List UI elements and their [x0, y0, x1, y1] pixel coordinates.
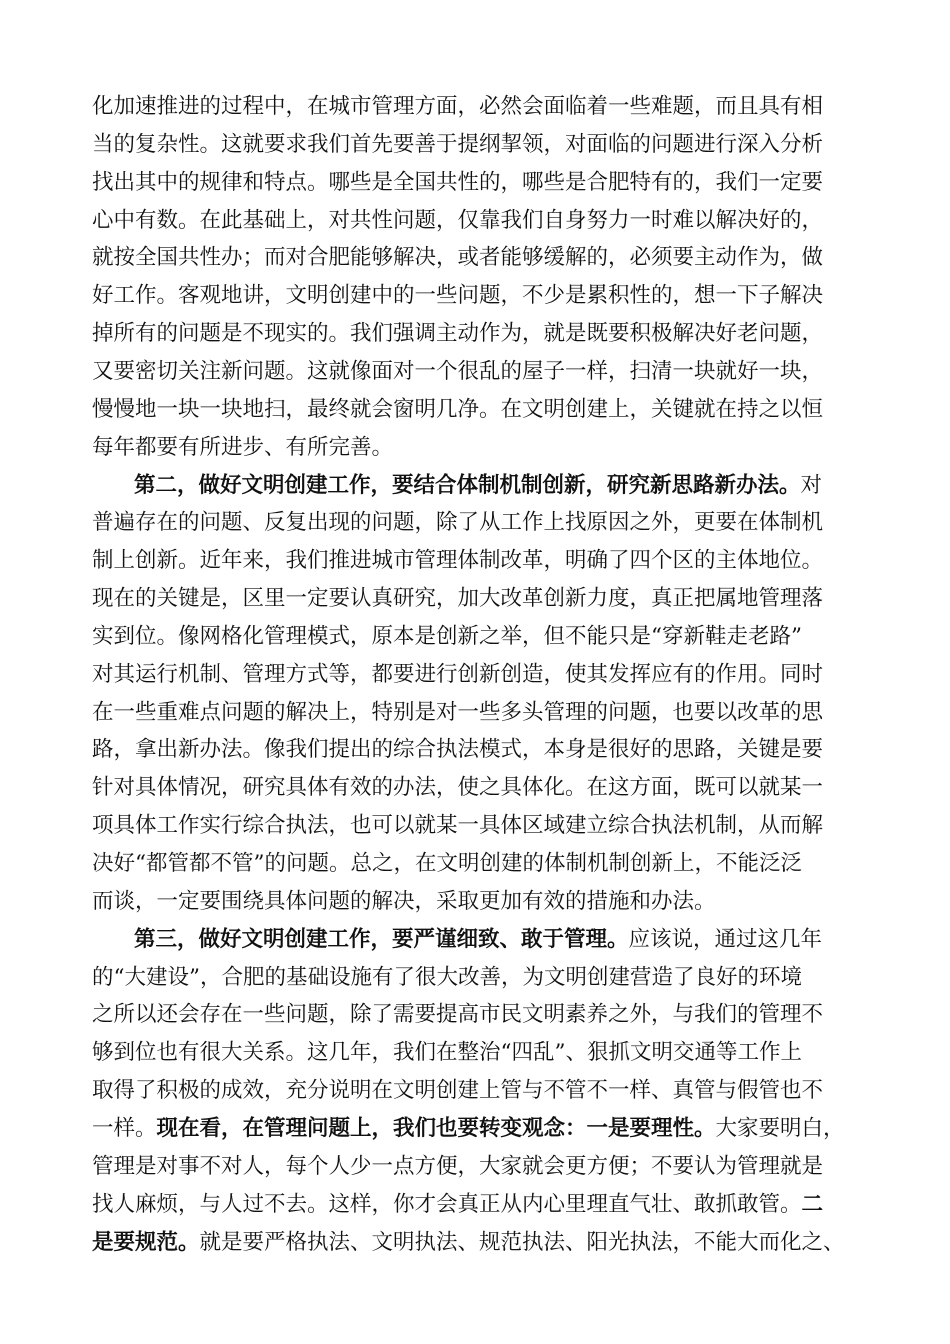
- body-text: 一样。: [92, 1115, 157, 1141]
- body-text: 就按全国共性办；而对合肥能够解决，或者能够缓解的，必须要主动作为，做: [92, 245, 824, 271]
- text-line: [92, 89, 872, 125]
- text-line: [92, 1149, 872, 1185]
- text-line: [92, 884, 872, 920]
- text-line: [92, 127, 872, 163]
- body-text: 又要密切关注新问题。这就像面对一个很乱的屋子一样，扫清一块就好一块，: [92, 358, 824, 384]
- body-text: 找人麻烦，与人过不去。这样，你才会真正从内心里理直气壮、敢抓敢管。: [92, 1191, 802, 1217]
- body-text: 就是要严格执法、文明执法、规范执法、阳光执法，不能大而化之、: [199, 1229, 845, 1255]
- body-text: 好工作。客观地讲，文明创建中的一些问题，不少是累积性的，想一下子解决: [92, 283, 824, 309]
- text-line: [92, 1035, 872, 1071]
- text-line: [92, 695, 872, 731]
- body-text: 而谈，一定要围绕具体问题的解决，采取更加有效的措施和办法。: [92, 888, 716, 914]
- body-text: 心中有数。在此基础上，对共性问题，仅靠我们自身努力一时难以解决好的，: [92, 207, 824, 233]
- bold-text: 二: [801, 1191, 824, 1217]
- body-text: 慢慢地一块一块地扫，最终就会窗明几净。在文明创建上，关键就在持之以恒: [92, 396, 824, 422]
- body-text: 实到位。像网格化管理模式，原本是创新之举，但不能只是“穿新鞋走老路”: [92, 623, 802, 649]
- text-line: [92, 543, 872, 579]
- text-line: [92, 846, 872, 882]
- text-line: [92, 581, 872, 617]
- body-text: 制上创新。近年来，我们推进城市管理体制改革，明确了四个区的主体地位。: [92, 548, 824, 574]
- body-text: 项具体工作实行综合执法，也可以就某一具体区域建立综合执法机制，从而解: [92, 813, 824, 839]
- body-text: 对其运行机制、管理方式等，都要进行创新创造，使其发挥应有的作用。同时: [92, 661, 824, 687]
- text-line: [92, 278, 872, 314]
- text-line: [92, 960, 872, 996]
- body-text: 掉所有的问题是不现实的。我们强调主动作为，就是既要积极解决好老问题，: [92, 321, 824, 347]
- text-line: [92, 392, 872, 428]
- body-text: 当的复杂性。这就要求我们首先要善于提纲挈领，对面临的问题进行深入分析: [92, 131, 824, 157]
- body-text: 针对具体情况，研究具体有效的办法，使之具体化。在这方面，既可以就某一: [92, 775, 824, 801]
- body-text: 大家要明白，: [715, 1115, 845, 1141]
- text-line: [92, 203, 872, 239]
- body-text: 之所以还会存在一些问题，除了需要提高市民文明素养之外，与我们的管理不: [92, 1002, 824, 1028]
- body-text: 在一些重难点问题的解决上，特别是对一些多头管理的问题，也要以改革的思: [92, 699, 824, 725]
- text-line: [92, 732, 872, 768]
- body-text: 取得了积极的成效，充分说明在文明创建上管与不管不一样、真管与假管也不: [92, 1078, 824, 1104]
- text-line: [92, 316, 872, 352]
- bold-text: 现在看，在管理问题上，我们也要转变观念：一是要理性。: [156, 1115, 716, 1141]
- body-text: 决好“都管都不管”的问题。总之，在文明创建的体制机制创新上，不能泛泛: [92, 851, 802, 876]
- body-text: 的“大建设”，合肥的基础设施有了很大改善，为文明创建营造了良好的环境: [92, 964, 802, 990]
- text-line: [92, 619, 872, 655]
- text-line: [92, 430, 872, 466]
- text-line: [92, 240, 872, 276]
- body-text: 路，拿出新办法。像我们提出的综合执法模式，本身是很好的思路，关键是要: [92, 737, 824, 763]
- body-text: 够到位也有很大关系。这几年，我们在整治“四乱”、狠抓文明交通等工作上: [92, 1040, 802, 1066]
- body-text: 每年都要有所进步、有所完善。: [92, 434, 394, 460]
- bold-text: 第二，做好文明创建工作，要结合体制机制创新，研究新思路新办法。: [134, 472, 801, 498]
- text-line: [92, 657, 872, 693]
- text-line: [92, 1073, 872, 1109]
- body-text: 普遍存在的问题、反复出现的问题，除了从工作上找原因之外，更要在体制机: [92, 510, 824, 536]
- text-line: [92, 505, 872, 541]
- paragraph-first-line: [134, 922, 872, 958]
- body-text: 现在的关键是，区里一定要认真研究，加大改革创新力度，真正把属地管理落: [92, 586, 824, 612]
- bold-text: 第三，做好文明创建工作，要严谨细致、敢于管理。: [134, 926, 629, 952]
- text-line: [92, 165, 872, 201]
- text-line: [92, 1225, 872, 1261]
- text-line: [92, 354, 872, 390]
- text-line: [92, 1111, 872, 1147]
- bold-text: 是要规范。: [92, 1229, 200, 1255]
- body-text: 化加速推进的过程中，在城市管理方面，必然会面临着一些难题，而且具有相: [92, 94, 824, 119]
- text-line: [92, 997, 872, 1033]
- body-text: 管理是对事不对人，每个人少一点方便，大家就会更方便；不要认为管理就是: [92, 1153, 824, 1179]
- paragraph-first-line: [134, 468, 872, 504]
- text-line: [92, 1187, 872, 1223]
- text-line: [92, 808, 872, 844]
- text-line: [92, 770, 872, 806]
- body-text: 应该说，通过这几年: [628, 926, 823, 952]
- body-text: 找出其中的规律和特点。哪些是全国共性的，哪些是合肥特有的，我们一定要: [92, 169, 824, 195]
- body-text: 对: [800, 472, 823, 498]
